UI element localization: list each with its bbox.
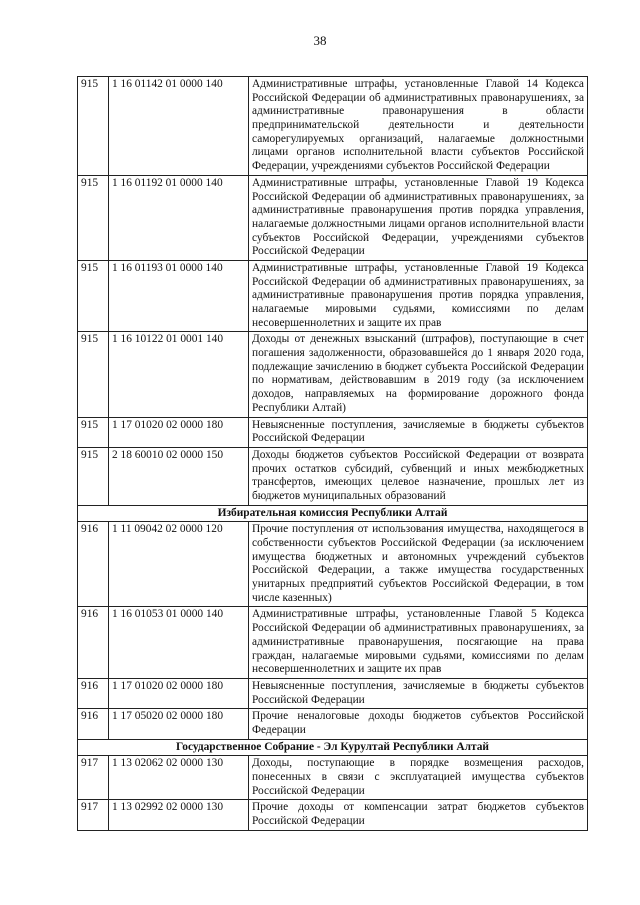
description-cell: Доходы от денежных взысканий (штрафов), поступающие в счет погашения задолженности, образовавшейся до 1 января 2020 года, подлежащие зачислению в бюджет субъекта Российской Федерации по нормативам, действовавшим в 2019 году (за исключением доходов, направляемых на формирование дорожного фонда Республики Алтай) bbox=[249, 332, 588, 417]
table-row bbox=[78, 709, 588, 739]
admin-code-cell: 916 bbox=[78, 678, 109, 708]
admin-code-cell: 915 bbox=[78, 175, 109, 260]
kbk-code-cell: 1 17 01020 02 0000 180 bbox=[109, 417, 249, 447]
table-row bbox=[78, 77, 588, 176]
table-row bbox=[78, 417, 588, 447]
table-row bbox=[78, 332, 588, 417]
admin-code-cell: 915 bbox=[78, 260, 109, 331]
description-cell: Административные штрафы, установленные Главой 14 Кодекса Российской Федерации об административных правонарушениях, за административные правонарушения в области предпринимательской деятельности и деятельности саморегулируемых организаций, налагаемые должностными лицами органов исполнительной власти субъектов Российской Федерации, учреждениями субъектов Российской Федерации bbox=[249, 77, 588, 176]
kbk-code-cell: 1 16 01193 01 0000 140 bbox=[109, 260, 249, 331]
description-cell: Невыясненные поступления, зачисляемые в бюджеты субъектов Российской Федерации bbox=[249, 678, 588, 708]
table-row bbox=[78, 800, 588, 830]
kbk-code-cell: 1 16 10122 01 0001 140 bbox=[109, 332, 249, 417]
table-row bbox=[78, 175, 588, 260]
section-title: Государственное Собрание - Эл Курултай Республики Алтай bbox=[78, 739, 588, 756]
page-number: 38 bbox=[313, 33, 327, 48]
table-row bbox=[78, 678, 588, 708]
kbk-code-cell: 1 11 09042 02 0000 120 bbox=[109, 522, 249, 607]
table-row bbox=[78, 756, 588, 800]
description-cell: Прочие доходы от компенсации затрат бюджетов субъектов Российской Федерации bbox=[249, 800, 588, 830]
admin-code-cell: 916 bbox=[78, 709, 109, 739]
description-cell: Административные штрафы, установленные Главой 19 Кодекса Российской Федерации об административных правонарушениях, за административные правонарушения против порядка управления, налагаемые мировыми судьями, комиссиями по делам несовершеннолетних и защите их прав bbox=[249, 260, 588, 331]
table-row bbox=[78, 260, 588, 331]
admin-code-cell: 915 bbox=[78, 77, 109, 176]
admin-code-cell: 915 bbox=[78, 417, 109, 447]
kbk-code-cell: 1 16 01053 01 0000 140 bbox=[109, 607, 249, 678]
table-row bbox=[78, 607, 588, 678]
kbk-code-cell: 1 16 01192 01 0000 140 bbox=[109, 175, 249, 260]
description-cell: Административные штрафы, установленные Главой 5 Кодекса Российской Федерации об административных правонарушениях, за административные правонарушения, посягающие на права граждан, налагаемые мировыми судьями, комиссиями по делам несовершеннолетних и защите их прав bbox=[249, 607, 588, 678]
description-cell: Прочие неналоговые доходы бюджетов субъектов Российской Федерации bbox=[249, 709, 588, 739]
admin-code-cell: 915 bbox=[78, 447, 109, 505]
table-row bbox=[78, 447, 588, 505]
table-body bbox=[78, 77, 588, 831]
kbk-code-cell: 1 13 02062 02 0000 130 bbox=[109, 756, 249, 800]
section-title: Избирательная комиссия Республики Алтай bbox=[78, 505, 588, 522]
admin-code-cell: 916 bbox=[78, 522, 109, 607]
description-cell: Административные штрафы, установленные Главой 19 Кодекса Российской Федерации об административных правонарушениях, за административные правонарушения против порядка управления, налагаемые должностными лицами органов исполнительной власти субъектов Российской Федерации, учреждениями субъектов Российской Федерации bbox=[249, 175, 588, 260]
admin-code-cell: 917 bbox=[78, 800, 109, 830]
section-header-row bbox=[78, 739, 588, 756]
admin-code-cell: 915 bbox=[78, 332, 109, 417]
description-cell: Доходы бюджетов субъектов Российской Федерации от возврата прочих остатков субсидий, субвенций и иных межбюджетных трансфертов, имеющих целевое назначение, прошлых лет из бюджетов муниципальных образований bbox=[249, 447, 588, 505]
kbk-code-cell: 1 13 02992 02 0000 130 bbox=[109, 800, 249, 830]
kbk-code-cell: 1 17 01020 02 0000 180 bbox=[109, 678, 249, 708]
section-header-row bbox=[78, 505, 588, 522]
admin-code-cell: 917 bbox=[78, 756, 109, 800]
kbk-code-cell: 2 18 60010 02 0000 150 bbox=[109, 447, 249, 505]
description-cell: Невыясненные поступления, зачисляемые в бюджеты субъектов Российской Федерации bbox=[249, 417, 588, 447]
admin-code-cell: 916 bbox=[78, 607, 109, 678]
kbk-code-cell: 1 17 05020 02 0000 180 bbox=[109, 709, 249, 739]
description-cell: Доходы, поступающие в порядке возмещения расходов, понесенных в связи с эксплуатацией имущества субъектов Российской Федерации bbox=[249, 756, 588, 800]
revenue-codes-table bbox=[77, 76, 588, 831]
table-row bbox=[78, 522, 588, 607]
kbk-code-cell: 1 16 01142 01 0000 140 bbox=[109, 77, 249, 176]
description-cell: Прочие поступления от использования имущества, находящегося в собственности субъектов Российской Федерации (за исключением имущества бюджетных и автономных учреждений субъектов Российской Федерации, а также имущества государственных унитарных предприятий субъектов Российской Федерации, в том числе казенных) bbox=[249, 522, 588, 607]
